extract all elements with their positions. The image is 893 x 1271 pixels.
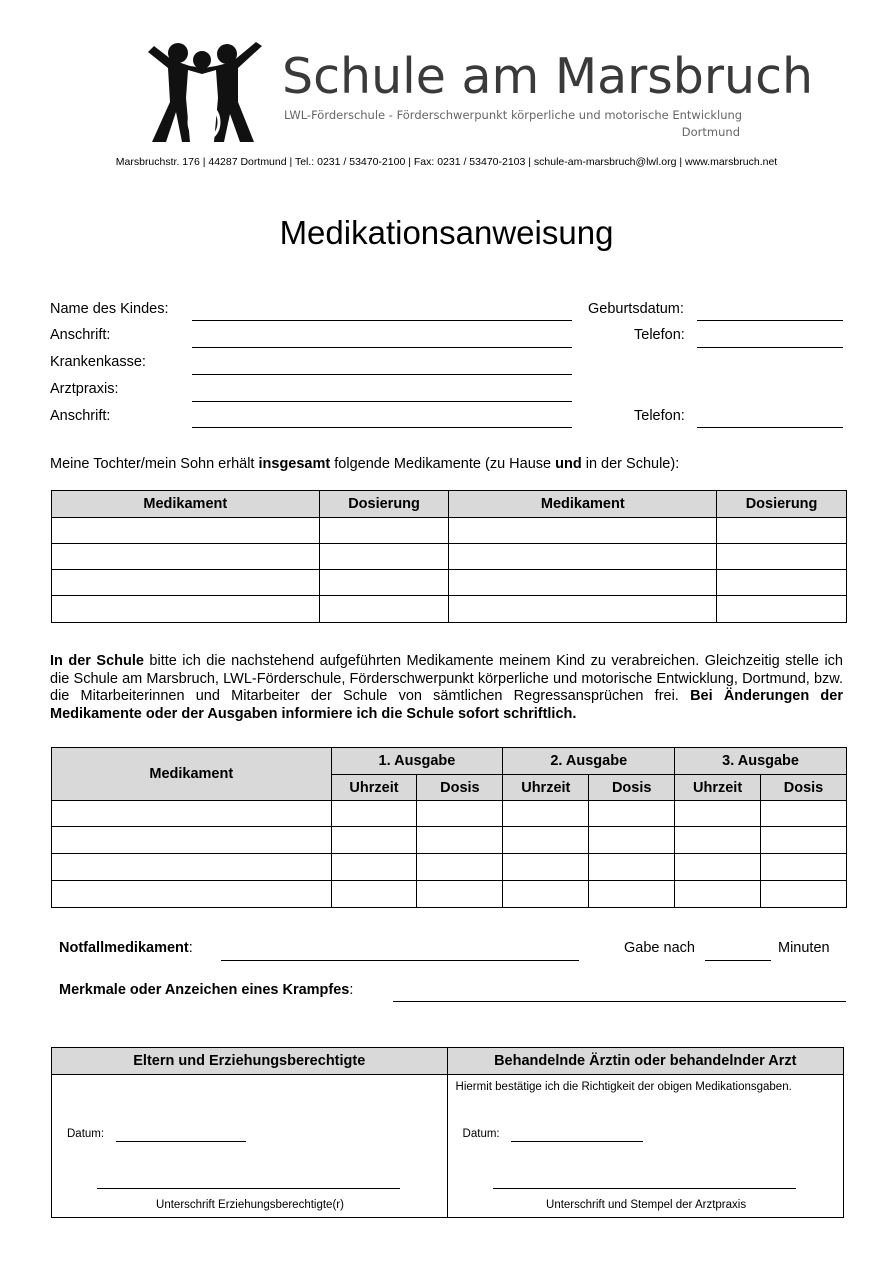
table-cell[interactable] [761, 801, 847, 827]
table-cell[interactable] [52, 544, 320, 570]
table-cell[interactable] [449, 544, 717, 570]
table-cell[interactable] [589, 801, 675, 827]
table-row [52, 518, 847, 544]
merkmale-field[interactable] [393, 1001, 846, 1002]
header-uhrzeit: Uhrzeit [675, 775, 761, 801]
intro-part-2: folgende Medikamente (zu Hause [330, 456, 556, 472]
telefon-1-field[interactable] [697, 347, 843, 348]
signature-table [51, 1047, 844, 1218]
table-cell[interactable] [417, 801, 503, 827]
table-cell[interactable] [675, 827, 761, 854]
header-dosis: Dosis [417, 775, 503, 801]
table-cell[interactable] [675, 854, 761, 881]
header-uhrzeit: Uhrzeit [503, 775, 589, 801]
table-cell[interactable] [331, 827, 417, 854]
intro-sentence [50, 456, 679, 472]
table-cell[interactable] [449, 596, 717, 623]
doctor-signature-line[interactable] [493, 1188, 796, 1189]
table-row [52, 801, 847, 827]
address-line: Marsbruchstr. 176 | 44287 Dortmund | Tel.: 0231 / 53470-2100 | Fax: 0231 / 53470-2103 | schule-am-marsbruch@lwl.org | www.marsbruch.net [115, 156, 778, 168]
gabe-nach-label: Gabe nach [624, 940, 695, 956]
school-logo [144, 42, 266, 144]
table-cell[interactable] [52, 570, 320, 596]
table-cell[interactable] [675, 801, 761, 827]
table-cell[interactable] [331, 801, 417, 827]
telefon-2-field[interactable] [697, 427, 843, 428]
label-krankenkasse: Krankenkasse: [50, 354, 146, 370]
para-text: bitte ich die nachstehend aufgeführten Medikamente meinem Kind zu verabreichen. Gleichzeitig stelle ich die Schule am Marsbruch, LWL-Förderschule, Förderschwerpunkt körperliche und motorische Entwicklung, Dortmund, bzw. die Mitarbeiterinnen und Mitarbeiter der Schule von sämtlichen Regressansprüchen frei. [50, 653, 843, 704]
header-eltern: Eltern und Erziehungsberechtigte [52, 1048, 448, 1075]
label-anschrift-2: Anschrift: [50, 408, 111, 424]
label-geburtsdatum: Geburtsdatum: [588, 301, 684, 317]
table-cell[interactable] [52, 596, 320, 623]
header-medikament-2: Medikament [449, 491, 717, 518]
merkmale-label [59, 982, 353, 998]
merkmale-label-text: Merkmale oder Anzeichen eines Krampfes [59, 982, 350, 998]
intro-part-3: in der Schule): [581, 456, 680, 472]
label-datum-parent: Datum: [67, 1128, 105, 1140]
krankenkasse-field[interactable] [192, 374, 572, 375]
table-cell[interactable] [589, 881, 675, 908]
label-parent-signature: Unterschrift Erziehungsberechtigte(r) [156, 1199, 344, 1211]
header-dosis: Dosis [761, 775, 847, 801]
table-cell[interactable] [589, 854, 675, 881]
para-bold-end: Bei Änderungen der Medikamente oder der Ausgaben informiere ich die Schule sofort schriftlich. [50, 688, 844, 722]
table-cell[interactable] [319, 518, 449, 544]
header-dosierung-2: Dosierung [717, 491, 847, 518]
table-cell[interactable] [52, 518, 320, 544]
doctor-signature-cell [447, 1075, 843, 1218]
table-cell[interactable] [417, 854, 503, 881]
table-row [52, 854, 847, 881]
notfall-label [59, 940, 193, 956]
label-doctor-signature: Unterschrift und Stempel der Arztpraxis [546, 1199, 747, 1211]
table-row [52, 827, 847, 854]
table-row [52, 596, 847, 623]
table-cell[interactable] [319, 544, 449, 570]
header-uhrzeit: Uhrzeit [331, 775, 417, 801]
parent-signature-cell [52, 1075, 448, 1218]
table-cell[interactable] [331, 881, 417, 908]
table-cell[interactable] [503, 854, 589, 881]
table-cell[interactable] [717, 596, 847, 623]
anschrift-1-field[interactable] [192, 347, 572, 348]
notfall-field[interactable] [221, 960, 579, 961]
anschrift-2-field[interactable] [192, 427, 572, 428]
header-ausgabe-3: 3. Ausgabe [675, 748, 847, 775]
table-cell[interactable] [503, 827, 589, 854]
medication-total-table [51, 490, 847, 623]
table-cell[interactable] [319, 596, 449, 623]
table-cell[interactable] [503, 801, 589, 827]
geburtsdatum-field[interactable] [697, 320, 843, 321]
table-cell[interactable] [52, 881, 332, 908]
table-cell[interactable] [761, 827, 847, 854]
minuten-label: Minuten [778, 940, 830, 956]
school-paragraph [50, 653, 843, 723]
label-telefon-2: Telefon: [634, 408, 685, 424]
header-ausgabe-1: 1. Ausgabe [331, 748, 503, 775]
notfall-colon: : [188, 940, 193, 956]
table-cell[interactable] [589, 827, 675, 854]
doctor-confirm-text: Hiermit bestätige ich die Richtigkeit der obigen Medikationsgaben. [455, 1081, 792, 1093]
table-cell[interactable] [52, 801, 332, 827]
table-cell[interactable] [331, 854, 417, 881]
header-ausgabe-2: 2. Ausgabe [503, 748, 675, 775]
label-telefon-1: Telefon: [634, 327, 685, 343]
table-cell[interactable] [52, 827, 332, 854]
table-cell[interactable] [717, 518, 847, 544]
table-cell[interactable] [717, 544, 847, 570]
table-cell[interactable] [761, 854, 847, 881]
merkmale-colon: : [349, 982, 354, 998]
arztpraxis-field[interactable] [192, 401, 572, 402]
table-cell[interactable] [761, 881, 847, 908]
school-city: Dortmund [681, 125, 740, 139]
table-cell[interactable] [417, 827, 503, 854]
header-dosierung-1: Dosierung [319, 491, 449, 518]
school-name: Schule am Marsbruch [282, 48, 814, 105]
school-subtitle: LWL-Förderschule - Förderschwerpunkt körperliche und motorische Entwicklung [284, 108, 743, 122]
notfall-label-text: Notfallmedikament [59, 940, 189, 956]
table-cell[interactable] [675, 881, 761, 908]
label-name-kind: Name des Kindes: [50, 301, 169, 317]
intro-bold-2: und [555, 456, 582, 472]
intro-part-1: Meine Tochter/mein Sohn erhält [50, 456, 259, 472]
table-row [52, 881, 847, 908]
table-cell[interactable] [449, 518, 717, 544]
table-cell[interactable] [503, 881, 589, 908]
page-title: Medikationsanweisung [279, 214, 614, 251]
table-cell[interactable] [449, 570, 717, 596]
table-cell[interactable] [417, 881, 503, 908]
table-row [52, 570, 847, 596]
label-arztpraxis: Arztpraxis: [50, 381, 119, 397]
gabe-minuten-field[interactable] [705, 960, 771, 961]
datum-parent-field[interactable] [116, 1141, 246, 1142]
para-bold-start: In der Schule [50, 653, 144, 669]
parent-signature-line[interactable] [97, 1188, 400, 1189]
header-arzt: Behandelnde Ärztin oder behandelnder Arzt [447, 1048, 843, 1075]
table-cell[interactable] [717, 570, 847, 596]
table-row [52, 544, 847, 570]
intro-bold-1: insgesamt [258, 456, 331, 472]
header-medikament: Medikament [52, 748, 332, 801]
table-cell[interactable] [319, 570, 449, 596]
header-dosis: Dosis [589, 775, 675, 801]
label-datum-doctor: Datum: [462, 1128, 500, 1140]
datum-doctor-field[interactable] [511, 1141, 643, 1142]
header-medikament-1: Medikament [52, 491, 320, 518]
school-medication-table [51, 747, 847, 908]
name-kind-field[interactable] [192, 320, 572, 321]
label-anschrift-1: Anschrift: [50, 327, 111, 343]
table-cell[interactable] [52, 854, 332, 881]
